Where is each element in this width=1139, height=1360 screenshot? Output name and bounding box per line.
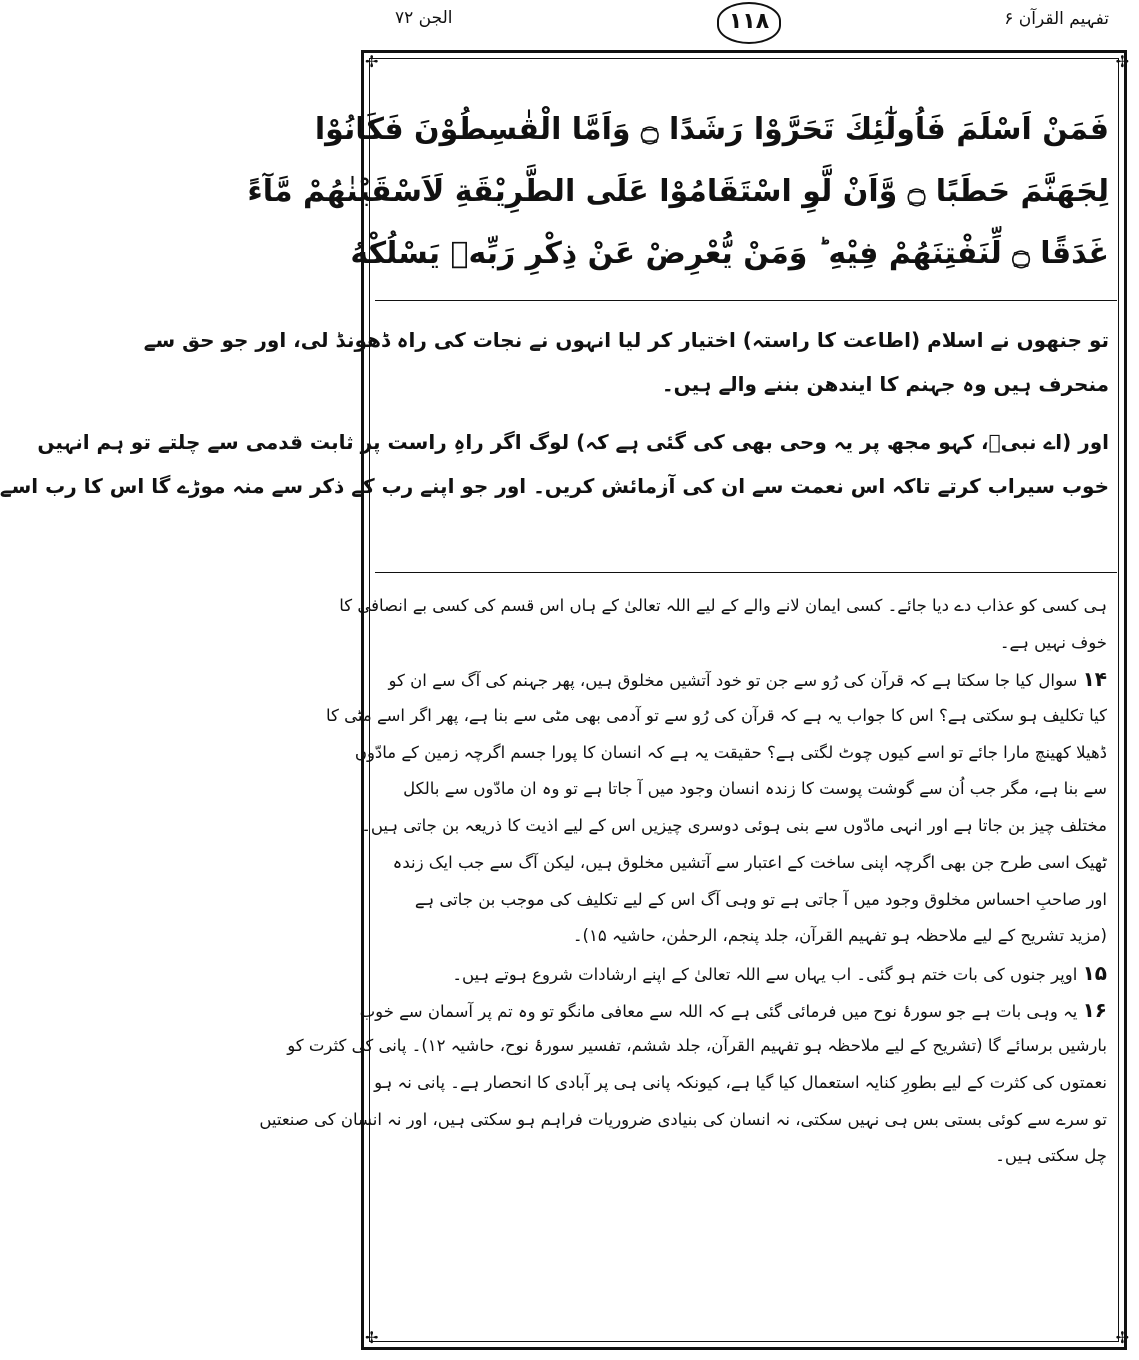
- section-divider: [375, 300, 1117, 301]
- arabic-line: لِجَهَنَّمَ حَطَبًا ۝ وَّاَنْ لَّوِ اسْتَقَامُوْا عَلَى الطَّرِيْقَةِ لَاَسْقَيْنٰهُمْ مَّآءً: [247, 174, 1109, 209]
- note-line: [387, 661, 1107, 698]
- urdu-translation: [0, 318, 1109, 508]
- note-line: کیا تکلیف ہو سکتی ہے؟ اس کا جواب یہ ہے کہ قرآن کی رُو سے تو آدمی بھی مٹی سے بنا ہے، پھر اگر اسے مٹی کا: [326, 706, 1107, 726]
- translation-line: خوب سیراب کرتے تاکہ اس نعمت سے ان کی آزمائش کریں۔ اور جو اپنے رب کے ذکر سے منہ موڑے گا اس کا رب اسے: [0, 474, 1109, 498]
- note-line: ٹھیک اسی طرح جن بھی اگرچہ اپنی ساخت کے اعتبار سے آتشیں مخلوق ہیں، لیکن آگ سے جب ایک زندہ: [392, 852, 1107, 872]
- footnote-number: ۱۵: [1082, 960, 1107, 985]
- corner-ornament: ✢: [365, 52, 379, 71]
- note-line: بارشیں برسائے گا (تشریح کے لیے ملاحظہ ہو تفہیم القرآن، جلد ششم، تفسیر سورۂ نوح، حاشیہ ۱۲)۔ پانی کی کثرت کو: [287, 1036, 1107, 1056]
- note-line: ہی کسی کو عذاب دے دیا جائے۔ کسی ایمان لانے والے کے لیے اللہ تعالیٰ کے ہاں اس قسم کی کسی بے انصافی کا: [339, 596, 1107, 615]
- footnote-number: ۱۴: [1082, 667, 1107, 692]
- note-line: نعمتوں کی کثرت کے لیے بطورِ کنایہ استعمال کیا گیا ہے، کیونکہ پانی ہی پر آبادی کا انحصار ہے۔ پانی نہ ہو: [374, 1072, 1107, 1092]
- corner-ornament: ✢: [1115, 1328, 1129, 1347]
- note-line: [387, 955, 1107, 992]
- page-number: ۱۱۸: [717, 2, 781, 44]
- note-line: (مزید تشریح کے لیے ملاحظہ ہو تفہیم القرآن، جلد پنجم، الرحمٰن، حاشیہ ۱۵)۔: [572, 926, 1107, 946]
- footnotes: [259, 588, 1107, 1175]
- note-line: چل سکتی ہیں۔: [995, 1146, 1107, 1166]
- footnote-number: ۱۶: [1082, 997, 1107, 1022]
- corner-ornament: ✢: [1115, 52, 1129, 71]
- arabic-verses: [247, 100, 1109, 286]
- page-header: [355, 0, 1139, 48]
- note-text: سوال کیا جا سکتا ہے کہ قرآن کی رُو سے جن تو خود آتشیں مخلوق ہیں، پھر جہنم کی آگ سے ان کو: [388, 671, 1078, 691]
- corner-ornament: ✢: [365, 1328, 379, 1347]
- surah-title: الجن ۷۲: [395, 8, 453, 28]
- arabic-line: غَدَقًا ۝ لِّنَفْتِنَهُمْ فِيْهِ ؕ وَمَنْ يُّعْرِضْ عَنْ ذِكْرِ رَبِّهٖ يَسْلُكْهُ: [350, 236, 1109, 271]
- translation-line: تو جنھوں نے اسلام (اطاعت کا راستہ) اختیار کر لیا انہوں نے نجات کی راہ ڈھونڈ لی، اور جو حق سے: [143, 328, 1109, 352]
- translation-line: منحرف ہیں وہ جہنم کا ایندھن بننے والے ہیں۔: [661, 372, 1109, 396]
- note-text: اوپر جنوں کی بات ختم ہو گئی۔ اب یہاں سے اللہ تعالیٰ کے اپنے ارشادات شروع ہوتے ہیں۔: [452, 964, 1078, 984]
- note-line: مختلف چیز بن جاتا ہے اور انہی مادّوں سے بنی ہوئی دوسری چیزیں اس کے لیے اذیت کا ذریعہ بن جاتی ہیں۔: [361, 816, 1107, 836]
- note-line: اور صاحبِ احساس مخلوق وجود میں آ جاتی ہے تو وہی آگ اس کے لیے تکلیف کی موجب بن جاتی ہے: [414, 889, 1107, 909]
- note-text: یہ وہی بات ہے جو سورۂ نوح میں فرمائی گئی ہے کہ اللہ سے معافی مانگو تو وہ تم پر آسمان سے خوب: [359, 1001, 1078, 1021]
- section-divider: [375, 572, 1117, 573]
- note-line: تو سرے سے کوئی بستی بس ہی نہیں سکتی، نہ انسان کی بنیادی ضروریات فراہم ہو سکتی ہیں، اور نہ انسان کی صنعتیں: [259, 1109, 1107, 1129]
- arabic-line: فَمَنْ اَسْلَمَ فَاُولٰٓئِكَ تَحَرَّوْا رَشَدًا ۝ وَاَمَّا الْقٰسِطُوْنَ فَكَانُوْا: [314, 112, 1109, 147]
- book-title: تفہیم القرآن ۶: [1004, 9, 1109, 29]
- note-line: ڈھیلا کھینچ مارا جائے تو اسے کیوں چوٹ لگتی ہے؟ حقیقت یہ ہے کہ انسان کا پورا جسم اگرچہ زمین کے مادّوں: [354, 742, 1107, 762]
- note-line: سے بنا ہے، مگر جب اُن سے گوشت پوست کا زندہ انسان وجود میں آ جاتا ہے تو وہ ان مادّوں سے بالکل: [403, 779, 1107, 799]
- translation-line: اور (اے نبیؐ، کہو مجھ پر یہ وحی بھی کی گئی ہے کہ) لوگ اگر راہِ راست پر ثابت قدمی سے چلتے تو ہم انہیں: [37, 430, 1109, 454]
- note-line: خوف نہیں ہے۔: [999, 632, 1107, 652]
- note-line: [359, 992, 1107, 1029]
